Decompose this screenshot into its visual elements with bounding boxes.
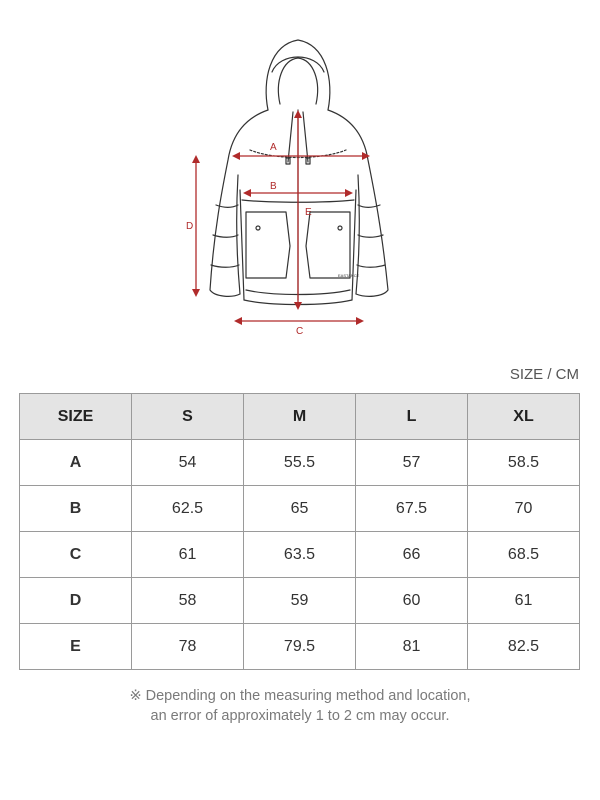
table-cell: 54 <box>132 440 244 486</box>
note-line-1: ※ Depending on the measuring method and location, <box>129 688 471 704</box>
jacket-illustration <box>170 28 420 348</box>
measurement-note <box>0 686 600 726</box>
label-d: D <box>186 221 194 232</box>
label-a: A <box>270 142 277 153</box>
table-cell: 60 <box>356 578 468 624</box>
header-cell: SIZE <box>20 394 132 440</box>
table-cell: 67.5 <box>356 486 468 532</box>
table-cell: 58 <box>132 578 244 624</box>
unit-label: SIZE / CM <box>509 366 579 383</box>
table-row <box>20 440 580 486</box>
table-row <box>20 624 580 670</box>
table-cell: 82.5 <box>468 624 580 670</box>
table-cell: 55.5 <box>244 440 356 486</box>
table-cell: 59 <box>244 578 356 624</box>
table-cell: 61 <box>468 578 580 624</box>
row-label: C <box>20 532 132 578</box>
note-line-2: an error of approximately 1 to 2 cm may occur. <box>150 708 450 724</box>
table-cell: 61 <box>132 532 244 578</box>
label-b: B <box>270 181 277 192</box>
table-cell: 57 <box>356 440 468 486</box>
table-header-row <box>20 394 580 440</box>
row-label: D <box>20 578 132 624</box>
table-cell: 70 <box>468 486 580 532</box>
label-e: E <box>305 207 312 218</box>
row-label: E <box>20 624 132 670</box>
table-cell: 68.5 <box>468 532 580 578</box>
table-row <box>20 486 580 532</box>
table-row <box>20 532 580 578</box>
brand-tag: EASTANCE <box>338 273 360 278</box>
table-cell: 62.5 <box>132 486 244 532</box>
table-cell: 81 <box>356 624 468 670</box>
measurement-labels <box>186 142 312 337</box>
row-label: B <box>20 486 132 532</box>
jacket-outline <box>210 40 388 305</box>
table-cell: 66 <box>356 532 468 578</box>
table-cell: 58.5 <box>468 440 580 486</box>
header-cell: XL <box>468 394 580 440</box>
table-cell: 79.5 <box>244 624 356 670</box>
header-cell: M <box>244 394 356 440</box>
row-label: A <box>20 440 132 486</box>
measurement-lines <box>192 110 370 325</box>
size-table <box>19 393 580 670</box>
header-cell: S <box>132 394 244 440</box>
jacket-measurement-diagram <box>170 28 420 348</box>
table-cell: 78 <box>132 624 244 670</box>
header-cell: L <box>356 394 468 440</box>
label-c: C <box>296 326 304 337</box>
table-cell: 65 <box>244 486 356 532</box>
table-cell: 63.5 <box>244 532 356 578</box>
table-row <box>20 578 580 624</box>
